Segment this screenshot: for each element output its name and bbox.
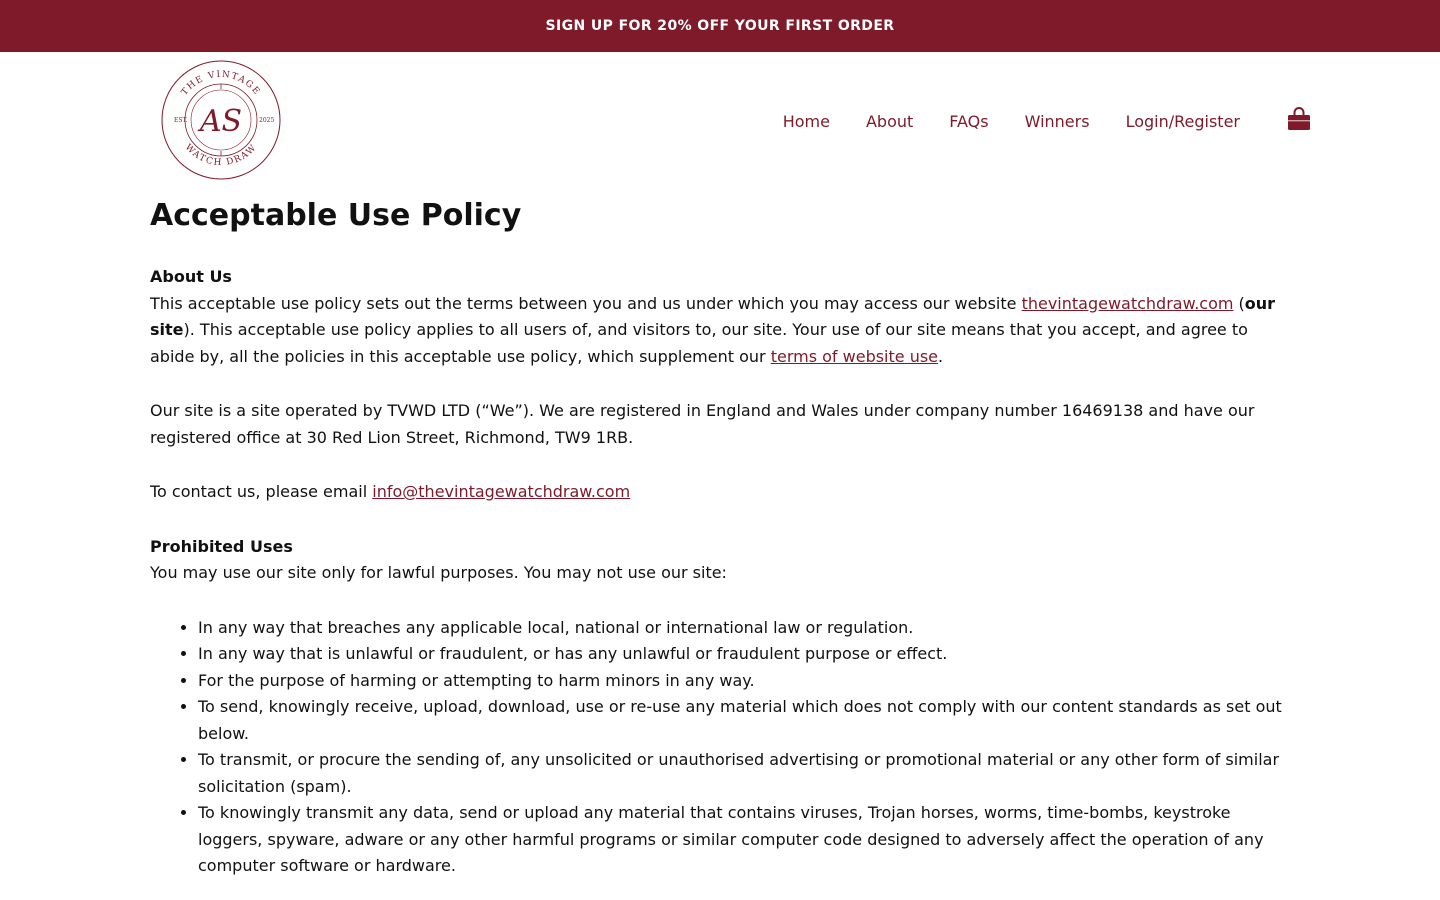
list-item: • In any way that is unlawful or fraudulent, or has any unlawful or fraudulent purpose or effect.	[198, 641, 1290, 668]
list-item: • To send, knowingly receive, upload, download, use or re-use any material which does not comply with our content standards as set out below.	[198, 694, 1290, 747]
about-paragraph-2: Our site is a site operated by TVWD LTD (“We”). We are registered in England and Wales under company number 16469138 and have our registered office at 30 Red Lion Street, Richmond, TW9 1RB.	[150, 401, 1255, 447]
contact-paragraph	[150, 479, 1290, 506]
prohibited-heading: Prohibited Uses	[150, 536, 293, 556]
prohibited-list	[150, 615, 1290, 880]
list-item: • For the purpose of harming or attempting to harm minors in any way.	[198, 668, 1290, 695]
prohibited-paragraph	[150, 534, 1290, 587]
main-nav	[783, 108, 1312, 134]
nav-home[interactable]: Home	[782, 111, 830, 131]
list-item: • To knowingly transmit any data, send or upload any material that contains viruses, Trojan horses, worms, time-bombs, keystroke loggers, spyware, adware or any other harmful programs or similar computer code designed to adversely affect the operation of any computer software or hardware.	[198, 800, 1290, 880]
promo-bar[interactable]	[0, 0, 1440, 52]
nav-faqs[interactable]: FAQs	[949, 111, 989, 131]
site-logo[interactable]	[160, 59, 282, 181]
about-heading: About Us	[150, 267, 232, 286]
site-link[interactable]: thevintagewatchdraw.com	[1021, 293, 1234, 313]
contact-text: To contact us, please email	[150, 482, 373, 501]
terms-of-use-link[interactable]: terms of website use	[770, 346, 939, 366]
contact-email-link[interactable]: info@thevintagewatchdraw.com	[372, 482, 631, 501]
list-item: • To transmit, or procure the sending of, any unsolicited or unauthorised advertising or promotional material or any other form of similar solicitation (spam).	[198, 747, 1290, 800]
logo-right-text: 2025	[259, 117, 275, 124]
about-text: (	[1233, 293, 1245, 313]
logo-monogram: AS	[199, 104, 243, 139]
about-paragraph-1	[150, 264, 1290, 370]
promo-text[interactable]: SIGN UP FOR 20% OFF YOUR FIRST ORDER	[545, 18, 895, 34]
logo-left-text: EST.	[174, 117, 188, 124]
prohibited-intro: You may use our site only for lawful purposes. You may not use our site:	[150, 563, 727, 582]
about-text: ). This acceptable use policy applies to all users of, and visitors to, our site. Your use of our site means that you accept, and agree to abide by, all the policies in this acceptable use policy, which supplement our	[150, 320, 1248, 366]
nav-winners[interactable]: Winners	[1024, 111, 1090, 131]
logo-bottom-text: WATCH DRAW	[182, 142, 260, 169]
nav-about[interactable]: About	[865, 111, 914, 131]
site-header	[0, 52, 1440, 192]
nav-login-register[interactable]: Login/Register	[1125, 111, 1240, 131]
our-site-term: our site	[150, 293, 1276, 339]
shopping-bag-icon[interactable]	[1286, 106, 1312, 132]
about-text: .	[938, 346, 944, 366]
logo-top-text: THE VINTAGE	[179, 69, 263, 98]
page-title: Acceptable Use Policy	[150, 198, 522, 233]
main-content	[150, 196, 1290, 880]
about-text: This acceptable use policy sets out the terms between you and us under which you may access our website	[150, 293, 1022, 313]
list-item: • In any way that breaches any applicable local, national or international law or regulation.	[198, 615, 1290, 642]
